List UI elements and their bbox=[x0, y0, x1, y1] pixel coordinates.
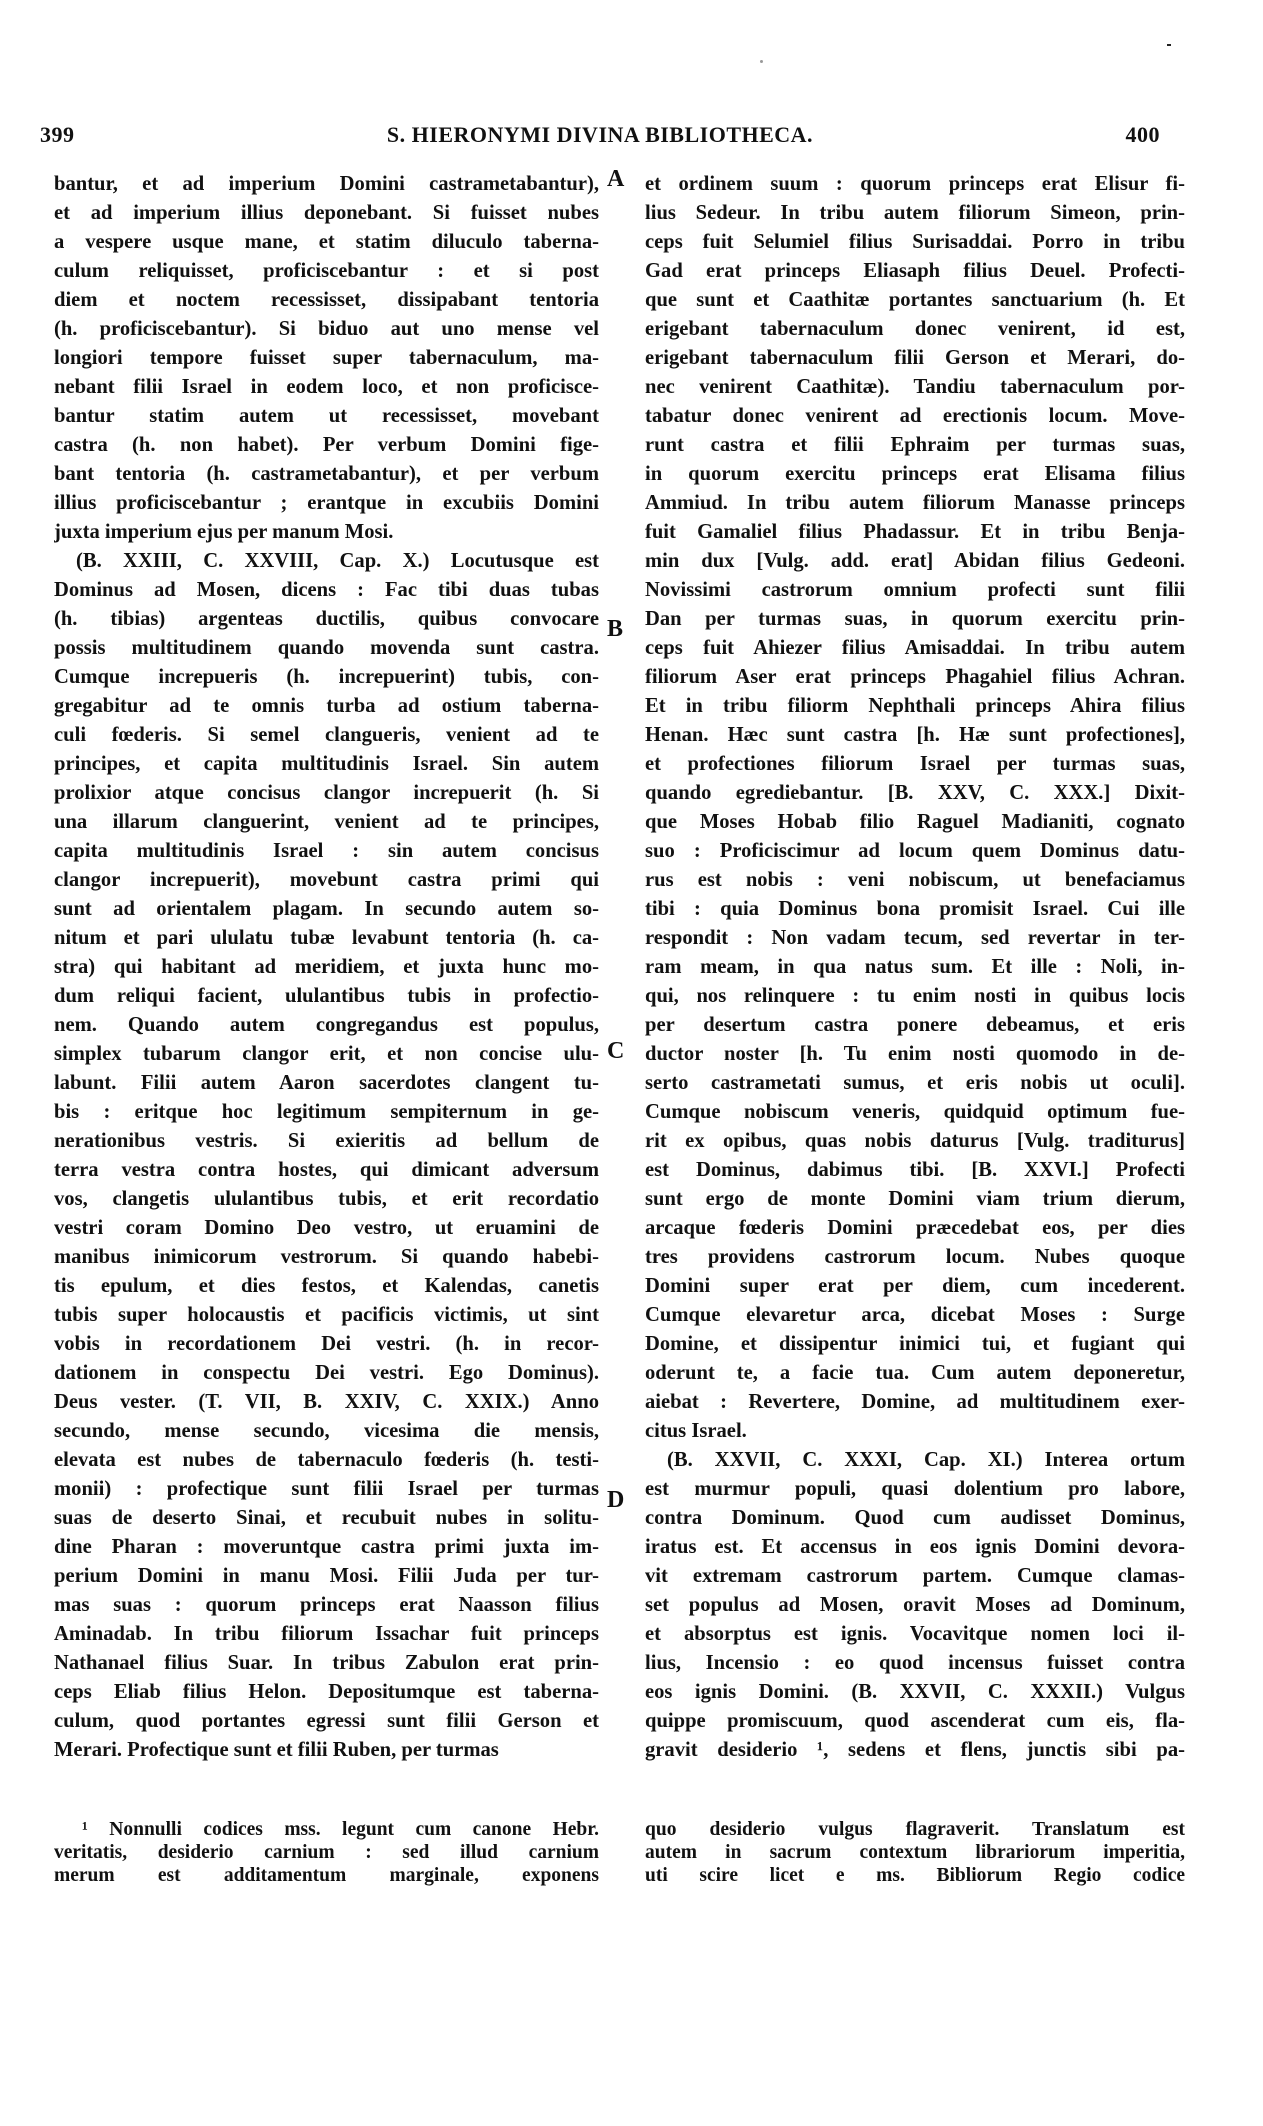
text-line: Ammiud. In tribu autem filiorum Manasse princeps bbox=[645, 492, 1185, 514]
text-line: Aminadab. In tribu filiorum Issachar fuit princeps bbox=[54, 1623, 599, 1645]
text-line: suo : Proficiscimur ad locum quem Dominus datu- bbox=[645, 840, 1185, 862]
text-line: ram meam, in qua natus sum. Et ille : Noli, in- bbox=[645, 956, 1185, 978]
text-line: est Dominus, dabimus tibi. [B. XXVI.] Profecti bbox=[645, 1159, 1185, 1181]
text-line: juxta imperium ejus per manum Mosi. bbox=[54, 521, 394, 543]
text-line: Cumque increpueris (h. increpuerint) tubis, con- bbox=[54, 666, 599, 688]
text-line: que sunt et Caathitæ portantes sanctuarium (h. Et bbox=[645, 289, 1185, 311]
scan-speck bbox=[1167, 44, 1171, 46]
text-line: iratus est. Et accensus in eos ignis Domini devora- bbox=[645, 1536, 1185, 1558]
page-number-right: 400 bbox=[1125, 122, 1160, 147]
text-line: quippe promiscuum, quod ascenderat cum eis, fla- bbox=[645, 1710, 1185, 1732]
text-line: ceps Eliab filius Helon. Depositumque est taberna- bbox=[54, 1681, 599, 1703]
text-line: Cumque nobiscum veneris, quidquid optimum fue- bbox=[645, 1101, 1185, 1123]
text-line: dationem in conspectu Dei vestri. Ego Dominus). bbox=[54, 1362, 599, 1384]
text-line: dum reliqui facient, ululantibus tubis in profectio- bbox=[54, 985, 599, 1007]
text-line: nerationibus vestris. Si exieritis ad bellum de bbox=[54, 1130, 599, 1152]
margin-marker-c: C bbox=[607, 1038, 625, 1064]
text-line: bantur, et ad imperium Domini castrametabantur), bbox=[54, 173, 599, 195]
text-line: nitum et pari ululatu tubæ levabunt tentoria (h. ca- bbox=[54, 927, 599, 949]
text-line: culi fœderis. Si semel clangueris, venient ad te bbox=[54, 724, 599, 746]
text-line: per desertum castra ponere debeamus, et eris bbox=[645, 1014, 1185, 1036]
text-line: mas suas : quorum princeps erat Naasson filius bbox=[54, 1594, 599, 1616]
text-line: ceps fuit Ahiezer filius Amisaddai. In tribu autem bbox=[645, 637, 1185, 659]
text-line: Domine, et dissipentur inimici tui, et fugiant qui bbox=[645, 1333, 1185, 1355]
text-line: ¹ Nonnulli codices mss. legunt cum canone Hebr. bbox=[82, 1819, 599, 1840]
text-line: vestri coram Domino Deo vestro, ut eruamini de bbox=[54, 1217, 599, 1239]
text-line: serto castrametati sumus, et eris nobis ut oculi]. bbox=[645, 1072, 1185, 1094]
text-line: perium Domini in manu Mosi. Filii Juda per tur- bbox=[54, 1565, 599, 1587]
text-line: tis epulum, et dies festos, et Kalendas, canetis bbox=[54, 1275, 599, 1297]
text-line: castra (h. non habet). Per verbum Domini fige- bbox=[54, 434, 599, 456]
text-line: que Moses Hobab filio Raguel Madianiti, cognato bbox=[645, 811, 1185, 833]
text-line: gravit desiderio ¹, sedens et flens, junctis sibi pa- bbox=[645, 1739, 1185, 1761]
text-line: Dan per turmas suas, in quorum exercitu prin- bbox=[645, 608, 1185, 630]
text-line: capita multitudinis Israel : sin autem concisus bbox=[54, 840, 599, 862]
text-line: lius Sedeur. In tribu autem filiorum Simeon, prin- bbox=[645, 202, 1185, 224]
text-line: aiebat : Revertere, Domine, ad multitudinem exer- bbox=[645, 1391, 1185, 1413]
text-line: tres providens castrorum locum. Nubes quoque bbox=[645, 1246, 1185, 1268]
text-line: filiorum Aser erat princeps Phagahiel filius Achran. bbox=[645, 666, 1185, 688]
margin-marker-b: B bbox=[607, 616, 624, 642]
text-line: secundo, mense secundo, vicesima die mensis, bbox=[54, 1420, 599, 1442]
text-line: Dominus ad Mosen, dicens : Fac tibi duas tubas bbox=[54, 579, 599, 601]
scan-speck bbox=[760, 60, 763, 63]
text-line: lius, Incensio : eo quod incensus fuisset contra bbox=[645, 1652, 1185, 1674]
text-line: fuit Gamaliel filius Phadassur. Et in tribu Benja- bbox=[645, 521, 1185, 543]
footnote-right bbox=[645, 1818, 1185, 1887]
page-number-left: 399 bbox=[40, 122, 75, 147]
text-line: Et in tribu filiorm Nephthali princeps Ahira filius bbox=[645, 695, 1185, 717]
text-line: uti scire licet e ms. Bibliorum Regio codice bbox=[645, 1865, 1185, 1886]
margin-marker-d: D bbox=[607, 1487, 625, 1513]
text-line: longiori tempore fuisset super tabernaculum, ma- bbox=[54, 347, 599, 369]
text-line: vos, clangetis ululantibus tubis, et erit recordatio bbox=[54, 1188, 599, 1210]
text-line: (B. XXIII, C. XXVIII, Cap. X.) Locutusque est bbox=[76, 550, 599, 572]
text-line: tibi : quia Dominus bona promisit Israel. Cui ille bbox=[645, 898, 1185, 920]
text-line: ceps fuit Selumiel filius Surisaddai. Porro in tribu bbox=[645, 231, 1185, 253]
text-line: manibus inimicorum vestrorum. Si quando habebi- bbox=[54, 1246, 599, 1268]
text-line: gregabitur ad te omnis turba ad ostium taberna- bbox=[54, 695, 599, 717]
text-line: Deus vester. (T. VII, B. XXIV, C. XXIX.) Anno bbox=[54, 1391, 599, 1413]
text-line: quo desiderio vulgus flagraverit. Translatum est bbox=[645, 1819, 1185, 1840]
text-line: (h. proficiscebantur). Si biduo aut uno mense vel bbox=[54, 318, 599, 340]
text-line: una illarum clanguerint, venient ad te principes, bbox=[54, 811, 599, 833]
text-line: clangor increpuerit), movebunt castra primi qui bbox=[54, 869, 599, 891]
running-header bbox=[40, 122, 1160, 152]
text-line: vit extremam castrorum partem. Cumque clamas- bbox=[645, 1565, 1185, 1587]
text-line: set populus ad Mosen, oravit Moses ad Dominum, bbox=[645, 1594, 1185, 1616]
text-line: est murmur populi, quasi dolentium pro labore, bbox=[645, 1478, 1185, 1500]
text-line: Nathanael filius Suar. In tribus Zabulon erat prin- bbox=[54, 1652, 599, 1674]
text-line: simplex tubarum clangor erit, et non concise ulu- bbox=[54, 1043, 599, 1065]
text-line: elevata est nubes de tabernaculo fœderis (h. testi- bbox=[54, 1449, 599, 1471]
text-line: quando egrediebantur. [B. XXV, C. XXX.] Dixit- bbox=[645, 782, 1185, 804]
text-line: nec venirent Caathitæ). Tandiu tabernaculum por- bbox=[645, 376, 1185, 398]
text-line: sunt ad orientalem plagam. In secundo autem so- bbox=[54, 898, 599, 920]
text-line: diem et noctem recessisset, dissipabant tentoria bbox=[54, 289, 599, 311]
text-line: et ordinem suum : quorum princeps erat Elisur fi- bbox=[645, 173, 1185, 195]
text-line: illius proficiscebantur ; erantque in excubiis Domini bbox=[54, 492, 599, 514]
text-line: terra vestra contra hostes, qui dimicant adversum bbox=[54, 1159, 599, 1181]
text-line: nebant filii Israel in eodem loco, et non proficisce- bbox=[54, 376, 599, 398]
footnote-left bbox=[54, 1818, 599, 1887]
text-line: Merari. Profectique sunt et filii Ruben, per turmas bbox=[54, 1739, 499, 1761]
text-line: Gad erat princeps Eliasaph filius Deuel. Profecti- bbox=[645, 260, 1185, 282]
text-line: et profectiones filiorum Israel per turmas suas, bbox=[645, 753, 1185, 775]
text-line: citus Israel. bbox=[645, 1420, 747, 1442]
text-line: tabatur donec venirent ad erectionis locum. Move- bbox=[645, 405, 1185, 427]
text-line: culum reliquisset, proficiscebantur : et si post bbox=[54, 260, 599, 282]
text-line: a vespere usque mane, et statim diluculo taberna- bbox=[54, 231, 599, 253]
left-column bbox=[54, 170, 599, 1765]
text-line: bis : eritque hoc legitimum sempiternum in ge- bbox=[54, 1101, 599, 1123]
text-line: autem in sacrum contextum librariorum imperitia, bbox=[645, 1842, 1185, 1863]
text-line: respondit : Non vadam tecum, sed revertar in ter- bbox=[645, 927, 1185, 949]
text-line: possis multitudinem quando movenda sunt castra. bbox=[54, 637, 599, 659]
right-column bbox=[645, 170, 1185, 1765]
text-line: nem. Quando autem congregandus est populus, bbox=[54, 1014, 599, 1036]
text-line: et ad imperium illius deponebant. Si fuisset nubes bbox=[54, 202, 599, 224]
text-line: erigebant tabernaculum donec venirent, id est, bbox=[645, 318, 1185, 340]
text-line: eos ignis Domini. (B. XXVII, C. XXXII.) Vulgus bbox=[645, 1681, 1185, 1703]
text-line: vobis in recordationem Dei vestri. (h. in recor- bbox=[54, 1333, 599, 1355]
running-title: S. HIERONYMI DIVINA BIBLIOTHECA. bbox=[386, 122, 814, 147]
text-line: oderunt te, a facie tua. Cum autem deponeretur, bbox=[645, 1362, 1185, 1384]
text-line: (h. tibias) argenteas ductilis, quibus convocare bbox=[54, 608, 599, 630]
text-line: sunt ergo de monte Domini viam trium dierum, bbox=[645, 1188, 1185, 1210]
text-line: Domini super erat per diem, cum incederent. bbox=[645, 1275, 1185, 1297]
text-line: culum, quod portantes egressi sunt filii Gerson et bbox=[54, 1710, 599, 1732]
text-line: tubis super holocaustis et pacificis victimis, ut sint bbox=[54, 1304, 599, 1326]
text-line: contra Dominum. Quod cum audisset Dominus, bbox=[645, 1507, 1185, 1529]
text-line: monii) : profectique sunt filii Israel per turmas bbox=[54, 1478, 599, 1500]
text-line: bant tentoria (h. castrametabantur), et per verbum bbox=[54, 463, 599, 485]
text-line: Novissimi castrorum omnium profecti sunt filii bbox=[645, 579, 1185, 601]
text-line: in quorum exercitu princeps erat Elisama filius bbox=[645, 463, 1185, 485]
text-line: min dux [Vulg. add. erat] Abidan filius Gedeoni. bbox=[645, 550, 1185, 572]
text-line: suas de deserto Sinai, et recubuit nubes in solitu- bbox=[54, 1507, 599, 1529]
text-line: rit ex opibus, quas nobis daturus [Vulg. traditurus] bbox=[645, 1130, 1185, 1152]
text-line: prolixior atque concisus clangor increpuerit (h. Si bbox=[54, 782, 599, 804]
text-line: stra) qui habitant ad meridiem, et juxta hunc mo- bbox=[54, 956, 599, 978]
text-line: et absorptus est ignis. Vocavitque nomen loci il- bbox=[645, 1623, 1185, 1645]
text-line: erigebant tabernaculum filii Gerson et Merari, do- bbox=[645, 347, 1185, 369]
text-line: (B. XXVII, C. XXXI, Cap. XI.) Interea ortum bbox=[667, 1449, 1185, 1471]
text-line: arcaque fœderis Domini præcedebat eos, per dies bbox=[645, 1217, 1185, 1239]
text-line: Henan. Hæc sunt castra [h. Hæ sunt profectiones], bbox=[645, 724, 1185, 746]
text-line: veritatis, desiderio carnium : sed illud carnium bbox=[54, 1842, 599, 1863]
text-line: ductor noster [h. Tu enim nosti quomodo in de- bbox=[645, 1043, 1185, 1065]
margin-marker-a: A bbox=[607, 166, 625, 192]
text-line: runt castra et filii Ephraim per turmas suas, bbox=[645, 434, 1185, 456]
text-line: Cumque elevaretur arca, dicebat Moses : Surge bbox=[645, 1304, 1185, 1326]
text-line: rus est nobis : veni nobiscum, ut benefaciamus bbox=[645, 869, 1185, 891]
text-line: labunt. Filii autem Aaron sacerdotes clangent tu- bbox=[54, 1072, 599, 1094]
text-line: qui, nos relinquere : tu enim nosti in quibus locis bbox=[645, 985, 1185, 1007]
text-line: dine Pharan : moveruntque castra primi juxta im- bbox=[54, 1536, 599, 1558]
text-line: principes, et capita multitudinis Israel. Sin autem bbox=[54, 753, 599, 775]
text-line: merum est additamentum marginale, exponens bbox=[54, 1865, 599, 1886]
text-line: bantur statim autem ut recessisset, movebant bbox=[54, 405, 599, 427]
